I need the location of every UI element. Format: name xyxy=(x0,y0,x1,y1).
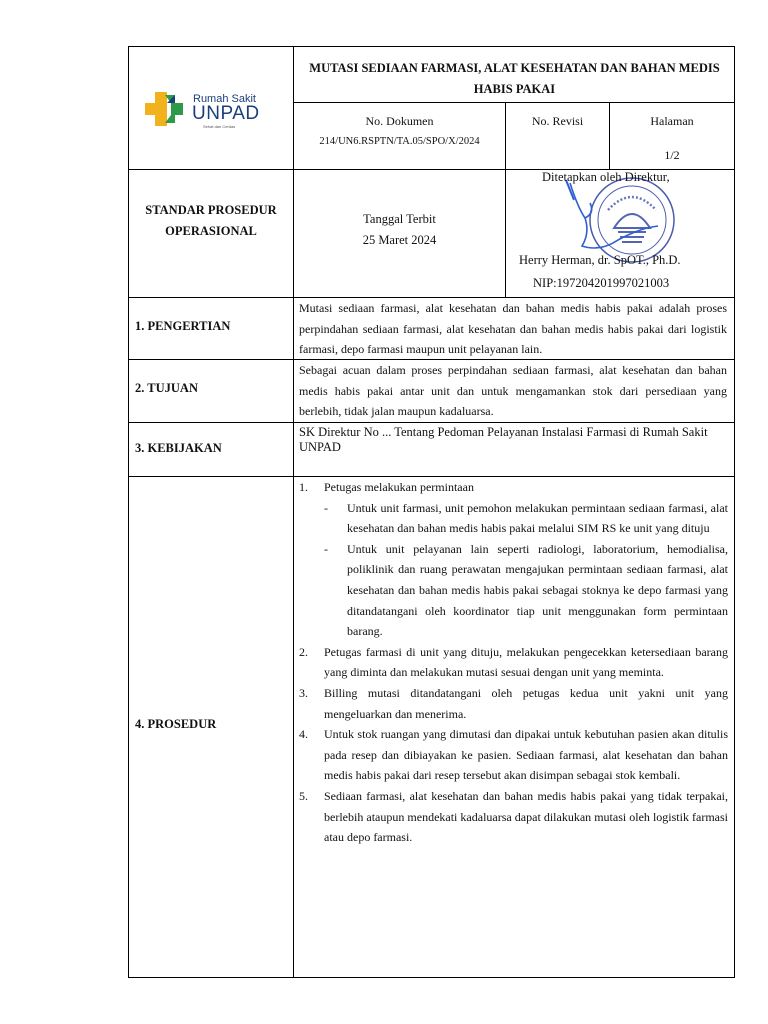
list-item-number: 4. xyxy=(299,727,308,742)
halaman-value: 1/2 xyxy=(664,148,680,162)
logo-line1: Rumah Sakit xyxy=(193,93,256,105)
table-divider-row4 xyxy=(128,422,735,423)
prosedur-label: 4. PROSEDUR xyxy=(135,717,217,731)
list-item xyxy=(299,477,728,498)
list-item xyxy=(299,642,728,683)
sop-label: STANDAR PROSEDUR OPERASIONAL xyxy=(145,203,277,238)
tujuan-label: 2. TUJUAN xyxy=(135,381,198,395)
kebijakan-text: SK Direktur No ... Tentang Pedoman Pelayanan Instalasi Farmasi di Rumah Sakit UNPAD xyxy=(299,425,708,454)
no-dokumen-value: 214/UN6.RSPTN/TA.05/SPO/X/2024 xyxy=(319,136,480,147)
table-divider-sign xyxy=(505,169,506,297)
cross-logo-icon xyxy=(145,90,185,130)
hospital-logo xyxy=(145,90,285,130)
tanggal-value: 25 Maret 2024 xyxy=(362,233,437,247)
list-item xyxy=(299,724,728,786)
sub-list-item xyxy=(299,539,728,642)
list-item-number: 1. xyxy=(299,480,308,494)
dash-bullet: - xyxy=(324,500,328,515)
table-border-top xyxy=(128,46,735,47)
director-name: Herry Herman, dr. SpOT., Ph.D. xyxy=(519,253,681,267)
director-signature xyxy=(560,178,670,258)
kebijakan-label: 3. KEBIJAKAN xyxy=(135,441,222,455)
list-item-text: Petugas melakukan permintaan xyxy=(324,480,474,494)
table-border-right xyxy=(734,46,735,978)
dash-bullet: - xyxy=(324,541,328,556)
list-item-text: Petugas farmasi di unit yang dituju, melakukan pengecekkan ketersediaan barang yang diminta dan melakukan mutasi sesuai dengan unit yang meminta. xyxy=(324,644,728,680)
list-item-text: Untuk stok ruangan yang dimutasi dan dipakai untuk kebutuhan pasien akan ditulis pada resep dan dibiayakan ke pasien. Sediaan farmasi, alat kesehatan dan bahan medis habis pakai dari resep tersebut akan disimpan sebagai stok kembali. xyxy=(324,727,728,783)
sub-list-item-text: Untuk unit pelayanan lain seperti radiologi, laboratorium, hemodialisa, poliklinik dan ruang perawatan mengajukan permintaan sediaan farmasi, alat kesehatan dan bahan medis habis pakai sebagai stoknya ke depo farmasi yang ditandatangani oleh koordinator tiap unit menggunakan form permintaan barang. xyxy=(347,541,728,639)
table-border-left xyxy=(128,46,129,978)
no-revisi-label: No. Revisi xyxy=(531,114,584,128)
logo-line2: UNPAD xyxy=(192,103,260,124)
table-divider-header xyxy=(293,102,735,103)
table-divider-column xyxy=(293,46,294,978)
prosedur-list xyxy=(299,477,728,848)
tujuan-text: Sebagai acuan dalam proses perpindahan sediaan farmasi, alat kesehatan dan bahan medis habis pakai antar unit dan untuk mengamankan stok dari persediaan yang berlebih, tidak jalan maupun kadaluarsa. xyxy=(299,363,727,418)
ditetapkan-text: Ditetapkan oleh Direktur, xyxy=(542,170,670,184)
director-nip: NIP:197204201997021003 xyxy=(533,276,670,290)
list-item-number: 2. xyxy=(299,644,308,659)
list-item-text: Sediaan farmasi, alat kesehatan dan bahan medis habis pakai yang tidak terpakai, berlebih ataupun mendekati kadaluarsa dapat dilakukan mutasi oleh logistik farmasi atau depo farmasi. xyxy=(324,788,728,845)
logo-tagline: Sehat dan Cerdas xyxy=(203,124,236,129)
tanggal-label: Tanggal Terbit xyxy=(363,212,436,226)
pengertian-label: 1. PENGERTIAN xyxy=(135,319,231,333)
pengertian-text: Mutasi sediaan farmasi, alat kesehatan dan bahan medis habis pakai adalah proses perpindahan sediaan farmasi, alat kesehatan dan bahan medis habis pakai dari logistik farmasi, depo farmasi maupun unit pelayanan lain. xyxy=(299,301,727,356)
no-dokumen-label: No. Dokumen xyxy=(365,114,434,128)
table-border-bottom xyxy=(128,977,735,978)
list-item xyxy=(299,683,728,724)
list-item-text: Billing mutasi ditandatangani oleh petugas kedua unit yakni unit yang mengeluarkan dan menerima. xyxy=(324,685,728,721)
list-item-number: 3. xyxy=(299,685,308,700)
sub-list-item-text: Untuk unit farmasi, unit pemohon melakukan permintaan sediaan farmasi, alat kesehatan dan bahan medis habis pakai melalui SIM RS ke unit yang dituju xyxy=(347,500,728,536)
list-item-number: 5. xyxy=(299,788,308,803)
halaman-label: Halaman xyxy=(650,114,694,128)
document-title: MUTASI SEDIAAN FARMASI, ALAT KESEHATAN DAN BAHAN MEDIS HABIS PAKAI xyxy=(309,61,720,96)
list-item xyxy=(299,786,728,848)
sub-list-item xyxy=(299,498,728,539)
table-divider-revisi xyxy=(505,102,506,169)
